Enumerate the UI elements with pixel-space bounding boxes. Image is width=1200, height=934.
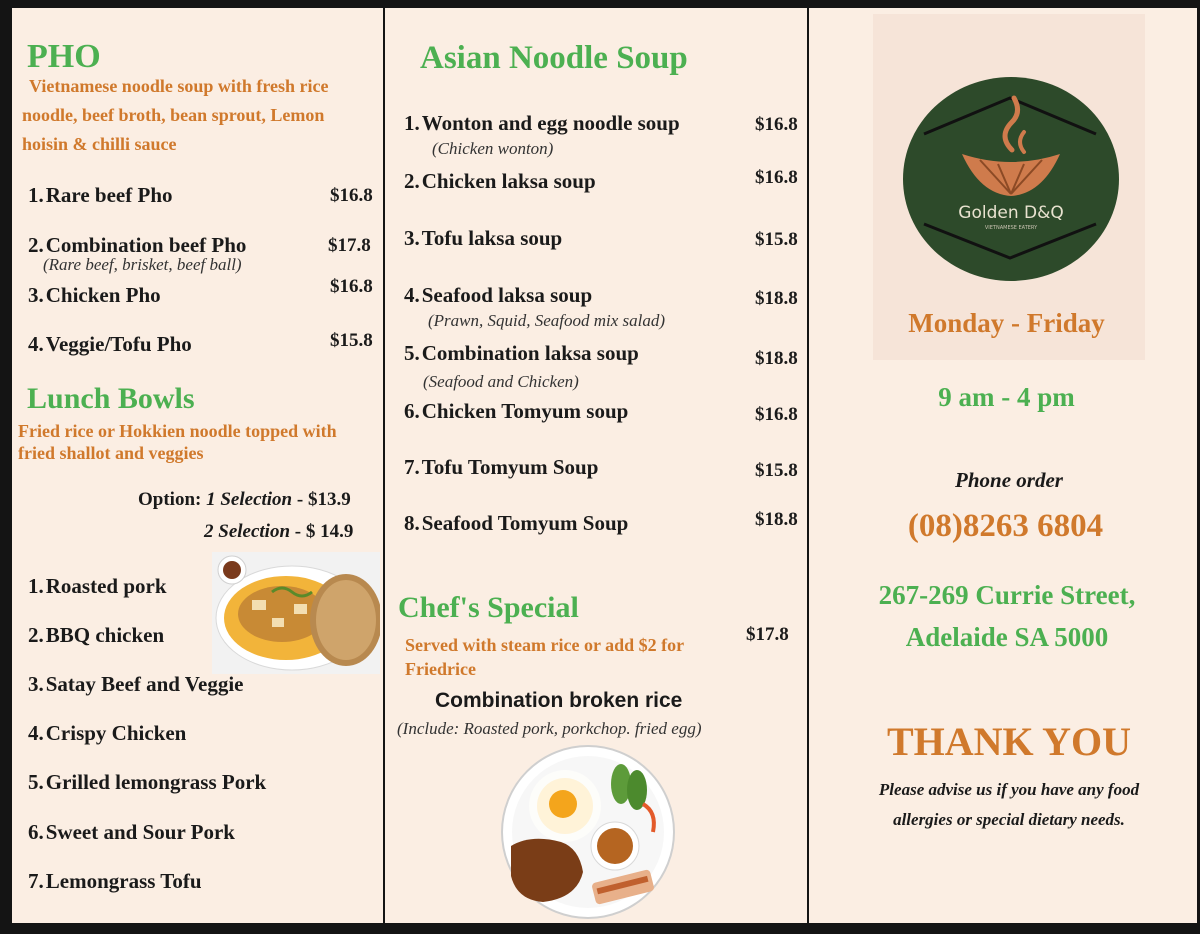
menu-item: 2.BBQ chicken: [28, 623, 165, 647]
menu-item: 7.Tofu Tomyum Soup: [404, 455, 599, 479]
chefs-special-title: Chef's Special: [398, 591, 579, 624]
menu-item: 6.Sweet and Sour Pork: [28, 820, 235, 844]
noodle-soup-title: Asian Noodle Soup: [420, 40, 688, 76]
golden-dq-logo: [902, 76, 1120, 282]
menu-item: 4.Crispy Chicken: [28, 721, 187, 745]
broken-rice-plate-image: [493, 744, 683, 920]
phone-label: Phone order: [955, 468, 1063, 492]
menu-item: 3.Tofu laksa soup: [404, 226, 563, 250]
lunch-bowls-title: Lunch Bowls: [27, 382, 195, 415]
menu-item: 6.Chicken Tomyum soup: [404, 399, 629, 423]
menu-item: 2.Chicken laksa soup: [404, 169, 596, 193]
chefs-special-description-line: Served with steam rice or add $2 for: [405, 635, 685, 655]
option-line-1: Option: 1 Selection - $13.9: [138, 489, 351, 510]
lunch-bowls-description-line: Fried rice or Hokkien noodle topped with: [18, 421, 337, 441]
menu-item-note: (Rare beef, brisket, beef ball): [43, 255, 242, 274]
menu-item-price: $18.8: [755, 348, 798, 369]
menu-item-price: $16.8: [755, 167, 798, 188]
address-line-2: Adelaide SA 5000: [905, 622, 1109, 652]
allergy-note-line: allergies or special dietary needs.: [893, 810, 1125, 829]
menu-item: 1.Rare beef Pho: [28, 183, 173, 207]
menu-item-price: $16.8: [330, 276, 373, 297]
menu-item: 2.Combination beef Pho: [28, 233, 247, 257]
menu-item-price: $16.8: [755, 114, 798, 135]
chefs-special-description-line: Friedrice: [405, 659, 476, 679]
pho-description-line: Vietnamese noodle soup with fresh rice: [29, 76, 329, 96]
menu-item-price: $18.8: [755, 288, 798, 309]
left-panel: [12, 8, 383, 923]
menu-item-price: $18.8: [755, 509, 798, 530]
pho-description-line: noodle, beef broth, bean sprout, Lemon: [22, 105, 325, 125]
menu-item: 1.Roasted pork: [28, 574, 167, 598]
pho-description-line: hoisin & chilli sauce: [22, 134, 177, 154]
menu-item-price: $15.8: [330, 330, 373, 351]
menu-item-price: $15.8: [755, 229, 798, 250]
menu-item: 5.Grilled lemongrass Pork: [28, 770, 267, 794]
menu-item-note: (Chicken wonton): [432, 139, 554, 158]
pho-title: PHO: [27, 38, 101, 75]
menu-item: 8.Seafood Tomyum Soup: [404, 511, 629, 535]
menu-item: 5.Combination laksa soup: [404, 341, 639, 365]
lunch-bowl-food-image: [212, 552, 380, 674]
address-line-1: 267-269 Currie Street,: [878, 580, 1136, 610]
allergy-note-line: Please advise us if you have any food: [878, 780, 1140, 799]
menu-item-price: $15.8: [755, 460, 798, 481]
logo-text: Golden D&Q: [958, 203, 1064, 223]
menu-item: 1.Wonton and egg noodle soup: [404, 111, 680, 135]
thank-you-heading: THANK YOU: [886, 719, 1132, 764]
menu-item-note: (Prawn, Squid, Seafood mix salad): [428, 311, 666, 330]
menu-item-price: $17.8: [328, 235, 371, 256]
open-hours: 9 am - 4 pm: [938, 382, 1075, 412]
menu-item: 7.Lemongrass Tofu: [28, 869, 202, 893]
phone-number: (08)8263 6804: [907, 508, 1104, 544]
menu-item: 4.Veggie/Tofu Pho: [28, 332, 192, 356]
lunch-bowls-description-line: fried shallot and veggies: [18, 443, 204, 463]
chefs-special-price: $17.8: [746, 624, 789, 645]
menu-item: 3.Satay Beef and Veggie: [28, 672, 244, 696]
chefs-special-note: (Include: Roasted pork, porkchop. fried egg): [397, 719, 702, 738]
menu-item-note: (Seafood and Chicken): [423, 372, 579, 391]
chefs-special-dish: Combination broken rice: [435, 689, 683, 712]
menu-item: 4.Seafood laksa soup: [404, 283, 593, 307]
menu-item: 3.Chicken Pho: [28, 283, 161, 307]
right-panel: [809, 8, 1197, 923]
logo-subtext: VIETNAMESE EATERY: [984, 225, 1038, 231]
option-line-2: 2 Selection - $ 14.9: [204, 521, 354, 542]
menu-item-price: $16.8: [755, 404, 798, 425]
menu-item-price: $16.8: [330, 185, 373, 206]
middle-panel: [385, 8, 807, 923]
open-days: Monday - Friday: [908, 308, 1105, 338]
